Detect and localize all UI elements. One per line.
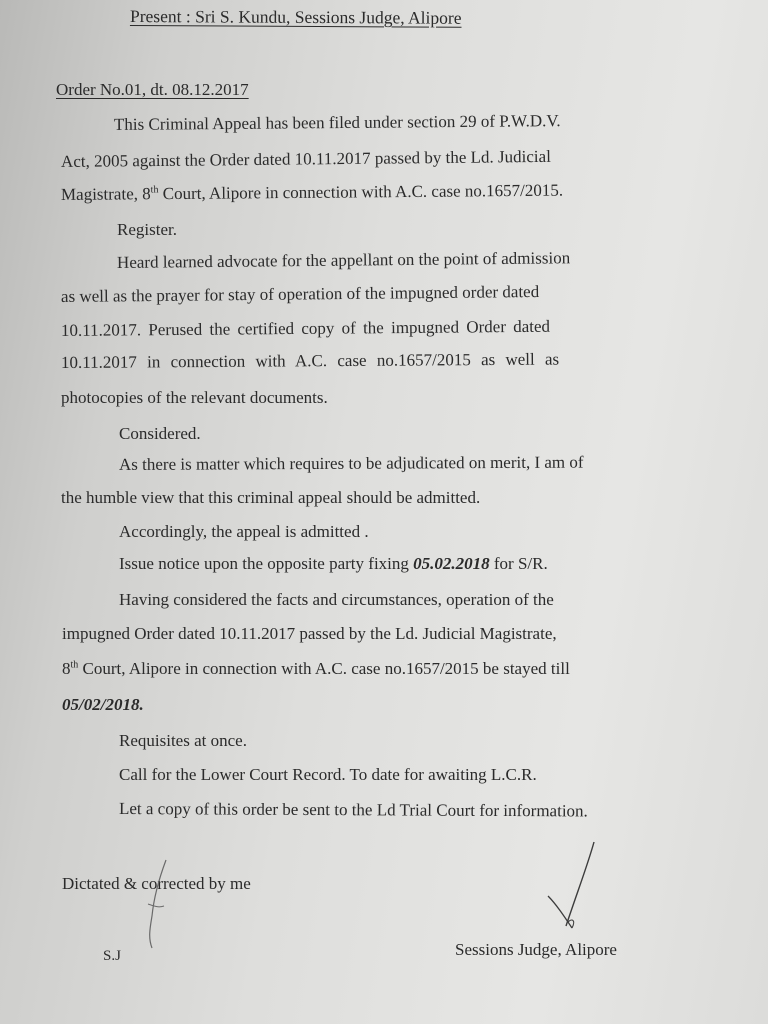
para2-line2: as well as the prayer for stay of operation of the impugned order dated bbox=[60, 281, 540, 306]
para4-line1: Having considered the facts and circumstances, operation of the bbox=[119, 590, 554, 609]
para2-line3: 10.11.2017. Perused the certified copy of the impugned Order dated bbox=[60, 316, 551, 340]
para3-line1: As there is matter which requires to be adjudicated on merit, I am of bbox=[118, 452, 584, 474]
sj-label: S.J bbox=[103, 948, 121, 964]
stay-date: 05/02/2018. bbox=[62, 695, 144, 714]
para1-line3-text-b: Court, Alipore in connection with A.C. case no.1657/2015. bbox=[158, 180, 564, 204]
para4-line3-text-b: Court, Alipore in connection with A.C. case no.1657/2015 be stayed till bbox=[78, 659, 570, 678]
para1-line3 bbox=[61, 181, 563, 205]
para1-line3-text-a: Magistrate, 8 bbox=[60, 184, 151, 204]
judge-signature bbox=[538, 838, 608, 938]
para2-line4: 10.11.2017 in connection with A.C. case no.1657/2015 as well as bbox=[60, 349, 560, 372]
para2-line1: Heard learned advocate for the appellant on the point of admission bbox=[116, 248, 571, 272]
notice-suffix: for S/R. bbox=[489, 554, 548, 573]
designation-label: Sessions Judge, Alipore bbox=[455, 940, 617, 959]
notice-line bbox=[119, 554, 548, 574]
para3-line2: the humble view that this criminal appeal should be admitted. bbox=[61, 488, 481, 507]
copy-line: Let a copy of this order be sent to the Ld Trial Court for information. bbox=[118, 799, 588, 821]
para4-line2: impugned Order dated 10.11.2017 passed by the Ld. Judicial Magistrate, bbox=[62, 624, 557, 643]
para1-line2: Act, 2005 against the Order dated 10.11.2017 passed by the Ld. Judicial bbox=[60, 146, 551, 171]
admitted-line: Accordingly, the appeal is admitted . bbox=[119, 522, 369, 541]
para4-line3-text-a: 8 bbox=[62, 659, 71, 678]
lcr-line: Call for the Lower Court Record. To date for awaiting L.C.R. bbox=[119, 765, 537, 784]
para1-line1: This Criminal Appeal has been filed under section 29 of P.W.D.V. bbox=[113, 111, 561, 134]
para2-line5: photocopies of the relevant documents. bbox=[61, 388, 328, 407]
order-number: Order No.01, dt. 08.12.2017 bbox=[56, 80, 249, 99]
notice-text: Issue notice upon the opposite party fixing bbox=[119, 554, 414, 573]
para4-line3 bbox=[62, 659, 570, 679]
register-line: Register. bbox=[117, 220, 177, 239]
initial-signature-mark bbox=[128, 856, 188, 956]
present-header: Present : Sri S. Kundu, Sessions Judge, Alipore bbox=[129, 6, 462, 28]
dictated-line: Dictated & corrected by me bbox=[62, 874, 251, 893]
para4-line3-sup: th bbox=[70, 659, 79, 671]
para1-line3-sup: th bbox=[150, 184, 159, 196]
requisites-line: Requisites at once. bbox=[119, 731, 247, 750]
considered-line: Considered. bbox=[119, 424, 201, 443]
notice-date: 05.02.2018 bbox=[413, 554, 490, 573]
